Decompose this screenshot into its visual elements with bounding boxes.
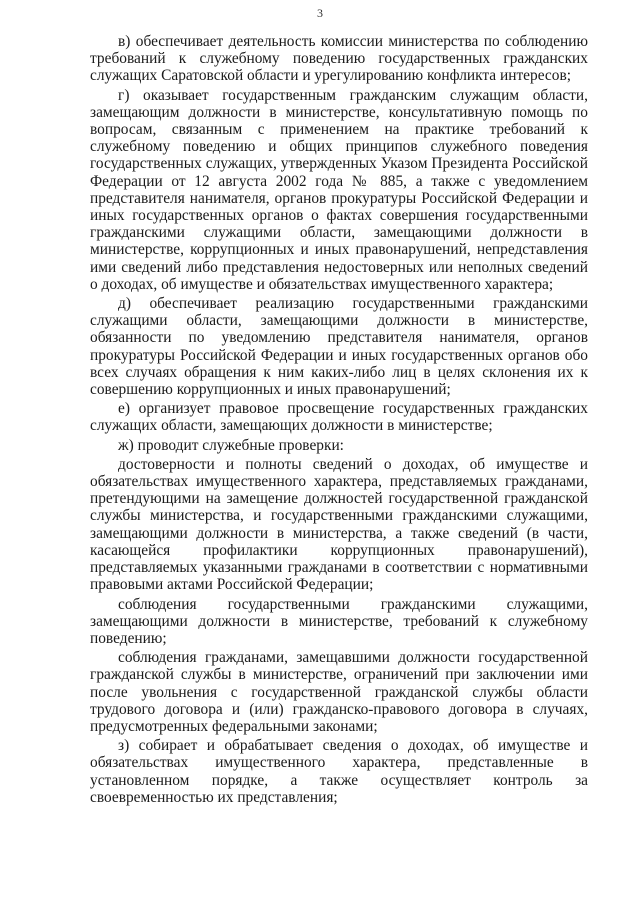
paragraph-d: д) обеспечивает реализацию государственными гражданскими служащими области, замещающими должности в министерстве, обязанности по уведомлению представителя нанимателя, органов прокуратуры Российской Федерации и иных государственных органов обо всех случаях обращения к ним каких-либо лиц в целях склонения их к совершению коррупционных и иных правонарушений; [90,295,588,399]
paragraph-z: з) собирает и обрабатывает сведения о доходах, об имуществе и обязательствах имущественного характера, представленные в установленном порядке, а также осуществляет контроль за своевременностью их представления; [90,737,588,806]
paragraph-zh-item-3: соблюдения гражданами, замещавшими должности государственной гражданской службы в министерстве, ограничений при заключении ими после увольнения с государственной гражданской службы области трудового договора и (или) гражданско-правового договора в случаях, предусмотренных федеральными законами; [90,649,588,735]
paragraph-zh: ж) проводит служебные проверки: [118,436,344,454]
paragraph-e: е) организует правовое просвещение государственных гражданских служащих области, замещающих должности в министерстве; [90,400,588,435]
paragraph-g: г) оказывает государственным гражданским служащим области, замещающим должности в министерстве, консультативную помощь по вопросам, связанным с применением на практике требований к служебному поведению и общих принципов служебного поведения государственных служащих, утвержденных Указом Президента Российской Федерации от 12 августа 2002 года № 885, а также с уведомлением представителя нанимателя, органов прокуратуры Российской Федерации и иных государственных органов о фактах совершения государственными гражданскими служащими области, замещающими должности в министерстве, коррупционных и иных правонарушений, непредставления ими сведений либо представления недостоверных или неполных сведений о доходах, об имуществе и обязательствах имущественного характера; [90,86,588,293]
paragraph-v: в) обеспечивает деятельность комиссии министерства по соблюдению требований к служебному поведению государственных гражданских служащих Саратовской области и урегулированию конфликта интересов; [90,33,588,85]
paragraph-zh-item-1: достоверности и полноты сведений о доходах, об имуществе и обязательствах имущественного характера, представляемых гражданами, претендующими на замещение должностей государственной гражданской службы министерства, и государственными гражданскими служащими, замещающими должности в министерства, а также сведений (в части, касающейся профилактики коррупционных правонарушений), представляемых указанными гражданами в соответствии с нормативными правовыми актами Российской Федерации; [90,455,588,594]
paragraph-zh-item-2: соблюдения государственными гражданскими служащими, замещающими должности в министерстве, требований к служебному поведению; [90,595,588,647]
page-number: 3 [317,6,323,20]
document-body [90,33,588,808]
